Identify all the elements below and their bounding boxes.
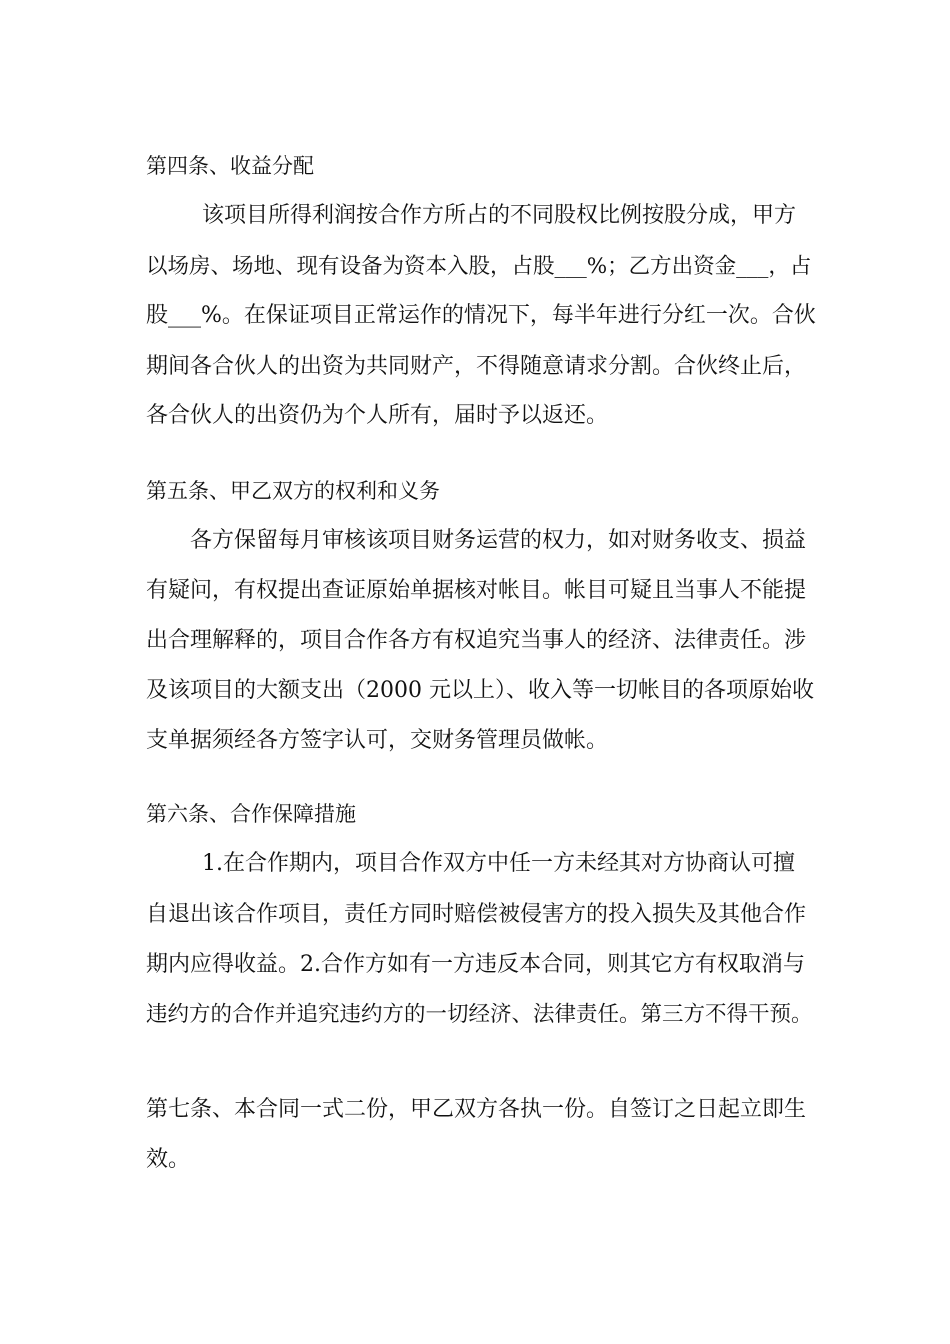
section-6-heading: 第六条、合作保障措施	[146, 802, 356, 826]
section-4-line-2: 以场房、场地、现有设备为资本入股，占股___%；乙方出资金___，占	[146, 254, 812, 279]
section-4-line-4: 期间各合伙人的出资为共同财产，不得随意请求分割。合伙终止后，	[146, 354, 807, 379]
section-4-heading: 第四条、收益分配	[146, 154, 314, 178]
section-4-line-1: 该项目所得利润按合作方所占的不同股权比例按股分成，甲方	[202, 203, 797, 228]
section-6-line-3: 期内应得收益。2.合作方如有一方违反本合同，则其它方有权取消与	[146, 952, 805, 977]
section-5-line-3: 出合理解释的，项目合作各方有权追究当事人的经济、法律责任。涉	[146, 628, 807, 653]
section-5-line-1: 各方保留每月审核该项目财务运营的权力，如对财务收支、损益	[190, 528, 807, 553]
section-5-line-2: 有疑问，有权提出查证原始单据核对帐目。帐目可疑且当事人不能提	[146, 578, 807, 603]
section-7-line-2: 效。	[146, 1147, 191, 1172]
section-6-line-2: 自退出该合作项目，责任方同时赔偿被侵害方的投入损失及其他合作	[146, 902, 807, 927]
section-5-heading: 第五条、甲乙双方的权利和义务	[146, 479, 440, 503]
section-6-line-4: 违约方的合作并追究违约方的一切经济、法律责任。第三方不得干预。	[146, 1002, 813, 1027]
section-4-line-3: 股___%。在保证项目正常运作的情况下，每半年进行分红一次。合伙	[146, 303, 816, 328]
section-7-line-1: 第七条、本合同一式二份，甲乙双方各执一份。自签订之日起立即生	[146, 1097, 807, 1122]
section-4-line-5: 各合伙人的出资仍为个人所有，届时予以返还。	[146, 403, 609, 428]
section-5-line-4: 及该项目的大额支出（2000 元以上）、收入等一切帐目的各项原始收	[146, 678, 814, 703]
section-5-line-5: 支单据须经各方签字认可，交财务管理员做帐。	[146, 728, 609, 753]
section-6-line-1: 1.在合作期内，项目合作双方中任一方未经其对方协商认可擅	[202, 851, 795, 876]
